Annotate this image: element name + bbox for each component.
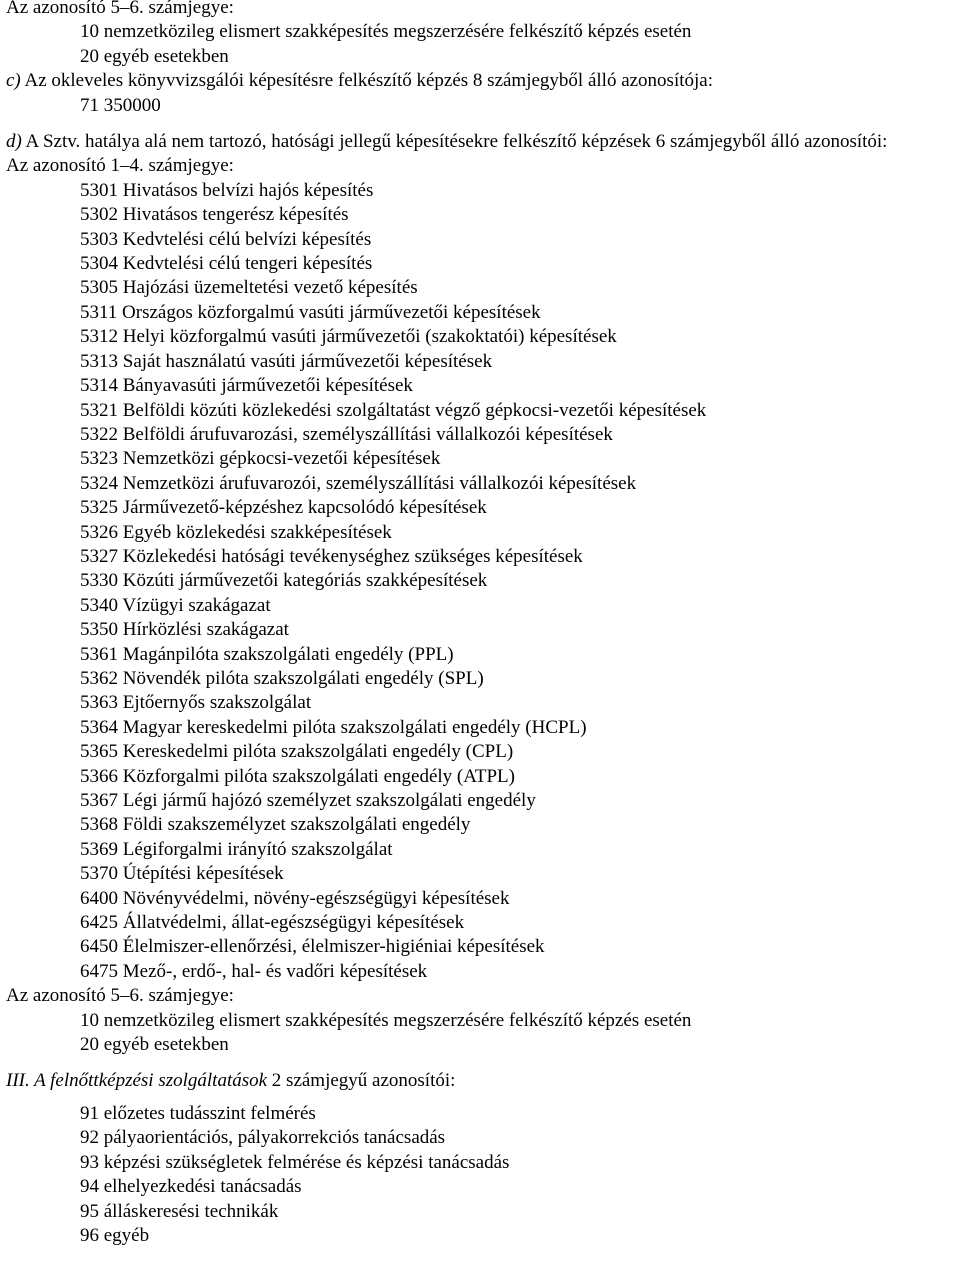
top-heading: Az azonosító 5–6. számjegye: — [6, 0, 234, 18]
section-d-item: 5365 Kereskedelmi pilóta szakszolgálati engedély (CPL) — [80, 741, 514, 763]
top-item: 20 egyéb esetekben — [80, 45, 229, 67]
section-d-item: 5370 Útépítési képesítések — [80, 863, 284, 885]
top-item: 10 nemzetközileg elismert szakképesítés megszerzésére felkészítő képzés esetén — [80, 21, 692, 43]
section-iii-item: 92 pályaorientációs, pályakorrekciós tanácsadás — [80, 1127, 446, 1149]
section-d-paragraph — [6, 130, 956, 154]
section-c-marker: c) — [6, 70, 21, 92]
section-d-item: 5369 Légiforgalmi irányító szakszolgálat — [80, 838, 393, 860]
section-d-item: 5321 Belföldi közúti közlekedési szolgáltatást végző gépkocsi-vezetői képesítések — [80, 399, 707, 421]
section-iii-item: 95 álláskeresési technikák — [80, 1200, 279, 1222]
section-d-item: 5326 Egyéb közlekedési szakképesítések — [80, 521, 392, 543]
section-d-item: 5368 Földi szakszemélyzet szakszolgálati engedély — [80, 814, 471, 836]
section-d-item: 5323 Nemzetközi gépkocsi-vezetői képesítések — [80, 448, 441, 470]
section-d-item: 5301 Hivatásos belvízi hajós képesítés — [80, 179, 374, 201]
section-d-item: 6450 Élelmiszer-ellenőrzési, élelmiszer-higiéniai képesítések — [80, 936, 545, 958]
section-d-item: 5327 Közlekedési hatósági tevékenységhez szükséges képesítések — [80, 545, 583, 567]
section-d-item: 5305 Hajózási üzemeltetési vezető képesítés — [80, 277, 418, 299]
section-iii-item: 91 előzetes tudásszint felmérés — [80, 1102, 316, 1124]
section-d-item: 5302 Hivatásos tengerész képesítés — [80, 204, 349, 226]
section-d-item: 5303 Kedvtelési célú belvízi képesítés — [80, 228, 372, 250]
section-d-item: 6475 Mező-, erdő-, hal- és vadőri képesítések — [80, 960, 428, 982]
section-d-subheading: Az azonosító 1–4. számjegye: — [6, 155, 234, 177]
section-d-subheading-2: Az azonosító 5–6. számjegye: — [6, 985, 234, 1007]
section-c-text: Az okleveles könyvvizsgálói képesítésre felkészítő képzés 8 számjegyből álló azonosítója: — [20, 70, 714, 92]
section-d-item: 5330 Közúti járművezetői kategóriás szakképesítések — [80, 570, 488, 592]
section-c-value: 71 350000 — [80, 94, 161, 116]
section-iii-item: 94 elhelyezkedési tanácsadás — [80, 1176, 302, 1198]
section-d-item: 5364 Magyar kereskedelmi pilóta szakszolgálati engedély (HCPL) — [80, 716, 587, 738]
section-d-item-2: 20 egyéb esetekben — [80, 1034, 229, 1056]
section-d-list — [6, 179, 956, 984]
document-page — [6, 0, 956, 1248]
section-d-item: 5350 Hírközlési szakágazat — [80, 619, 289, 641]
section-d-item: 5311 Országos közforgalmú vasúti járművezetői képesítések — [80, 301, 541, 323]
section-d-item: 5367 Légi jármű hajózó személyzet szakszolgálati engedély — [80, 790, 536, 811]
section-d-item: 5313 Saját használatú vasúti járművezetői képesítések — [80, 350, 493, 372]
section-d-item: 5314 Bányavasúti járművezetői képesítések — [80, 375, 413, 397]
section-d-item: 5304 Kedvtelési célú tengeri képesítés — [80, 253, 373, 275]
section-d-item: 5361 Magánpilóta szakszolgálati engedély (PPL) — [80, 643, 454, 665]
section-d-item: 5324 Nemzetközi árufuvarozói, személyszállítási vállalkozói képesítések — [80, 472, 637, 494]
section-d-item-2: 10 nemzetközileg elismert szakképesítés megszerzésére felkészítő képzés esetén — [80, 1009, 692, 1031]
section-c-paragraph — [6, 69, 956, 93]
section-d-item: 5312 Helyi közforgalmú vasúti járművezetői (szakoktatói) képesítések — [80, 326, 617, 348]
section-d-item: 6425 Állatvédelmi, állat-egészségügyi képesítések — [80, 912, 465, 934]
section-d-item: 5363 Ejtőernyős szakszolgálat — [80, 692, 312, 714]
section-d-text: A Sztv. hatálya alá nem tartozó, hatósági jellegű képesítésekre felkészítő képzések 6 számjegyből álló azonosítói: — [21, 131, 888, 153]
section-iii-item: 96 egyéb — [80, 1224, 150, 1246]
section-d-item: 6400 Növényvédelmi, növény-egészségügyi képesítések — [80, 887, 510, 909]
section-d-marker: d) — [6, 131, 22, 153]
section-d-item: 5340 Vízügyi szakágazat — [80, 594, 271, 616]
section-d-item: 5366 Közforgalmi pilóta szakszolgálati engedély (ATPL) — [80, 765, 515, 787]
section-iii-item: 93 képzési szükségletek felmérése és képzési tanácsadás — [80, 1151, 510, 1173]
section-iii-list — [6, 1102, 956, 1248]
section-d-item: 5325 Járművezető-képzéshez kapcsolódó képesítések — [80, 497, 487, 519]
section-iii-title-rest: 2 számjegyű azonosítói: — [267, 1070, 456, 1092]
section-d-item: 5322 Belföldi árufuvarozási, személyszállítási vállalkozói képesítések — [80, 423, 613, 445]
section-iii-title — [6, 1069, 956, 1093]
section-d-item: 5362 Növendék pilóta szakszolgálati engedély (SPL) — [80, 667, 484, 689]
section-iii-title-italic: III. A felnőttképzési szolgáltatások — [6, 1070, 268, 1092]
